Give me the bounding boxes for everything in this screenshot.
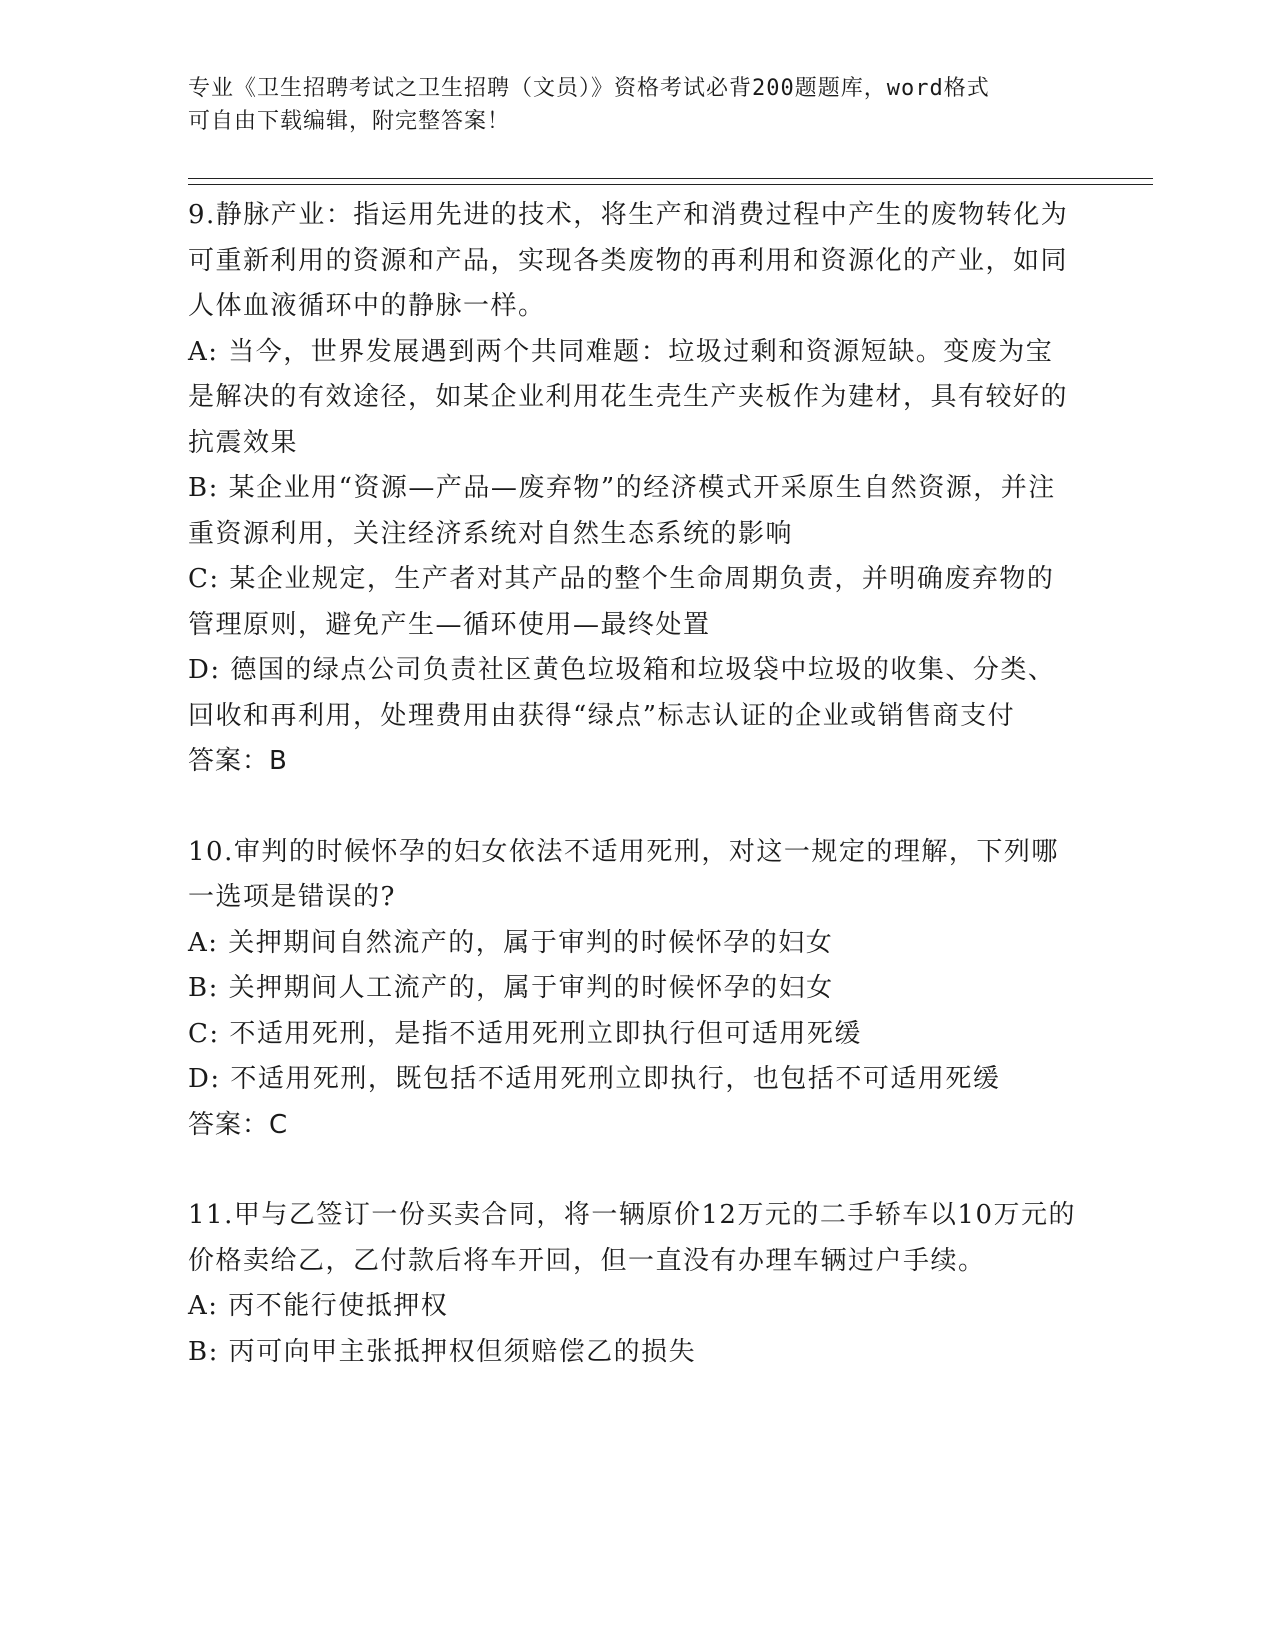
question-text: 11.甲与乙签订一份买卖合同，将一辆原价12万元的二手轿车以10万元的价格卖给乙，乙付款后将车开回，但一直没有办理车辆过户手续。	[188, 1200, 1077, 1276]
option-b: B: 某企业用“资源—产品—废弃物”的经济模式开采原生自然资源，并注重资源利用，关注经济系统对自然生态系统的影响	[188, 473, 1056, 549]
option-a: A: 丙不能行使抵押权	[188, 1291, 449, 1321]
header-title-line-1: 专业《卫生招聘考试之卫生招聘（文员）》资格考试必背200题题库，word格式	[188, 76, 990, 101]
option-d: D: 德国的绿点公司负责社区黄色垃圾箱和垃圾袋中垃圾的收集、分类、回收和再利用，处理费用由获得“绿点”标志认证的企业或销售商支付	[188, 655, 1056, 731]
header-title-line-2: 可自由下载编辑，附完整答案！	[188, 109, 511, 134]
question-9	[188, 193, 1078, 785]
option-b: B: 关押期间人工流产的，属于审判的时候怀孕的妇女	[188, 973, 834, 1003]
question-11	[188, 1193, 1078, 1375]
header-divider-top	[188, 178, 1153, 179]
question-text: 10.审判的时候怀孕的妇女依法不适用死刑，对这一规定的理解，下列哪一选项是错误的?	[188, 836, 1059, 912]
question-10	[188, 830, 1078, 1149]
header-divider-bottom	[188, 184, 1153, 185]
option-c: C: 某企业规定，生产者对其产品的整个生命周期负责，并明确废弃物的管理原则，避免产生—循环使用—最终处置	[188, 564, 1055, 640]
option-a: A: 当今，世界发展遇到两个共同难题：垃圾过剩和资源短缺。变废为宝是解决的有效途径，如某企业利用花生壳生产夹板作为建材，具有较好的抗震效果	[188, 336, 1069, 458]
answer-label: 答案：C	[188, 1109, 289, 1140]
option-b: B: 丙可向甲主张抵押权但须赔偿乙的损失	[188, 1336, 697, 1367]
document-header	[188, 72, 1078, 138]
option-a: A: 关押期间自然流产的，属于审判的时候怀孕的妇女	[188, 927, 834, 958]
question-text: 9.静脉产业：指运用先进的技术，将生产和消费过程中产生的废物转化为可重新利用的资源和产品，实现各类废物的再利用和资源化的产业，如同人体血液循环中的静脉一样。	[188, 200, 1069, 321]
option-d: D: 不适用死刑，既包括不适用死刑立即执行，也包括不可适用死缓	[188, 1064, 1001, 1094]
option-c: C: 不适用死刑，是指不适用死刑立即执行但可适用死缓	[188, 1018, 862, 1049]
question-list	[188, 193, 1078, 1375]
answer-label: 答案：B	[188, 746, 288, 776]
